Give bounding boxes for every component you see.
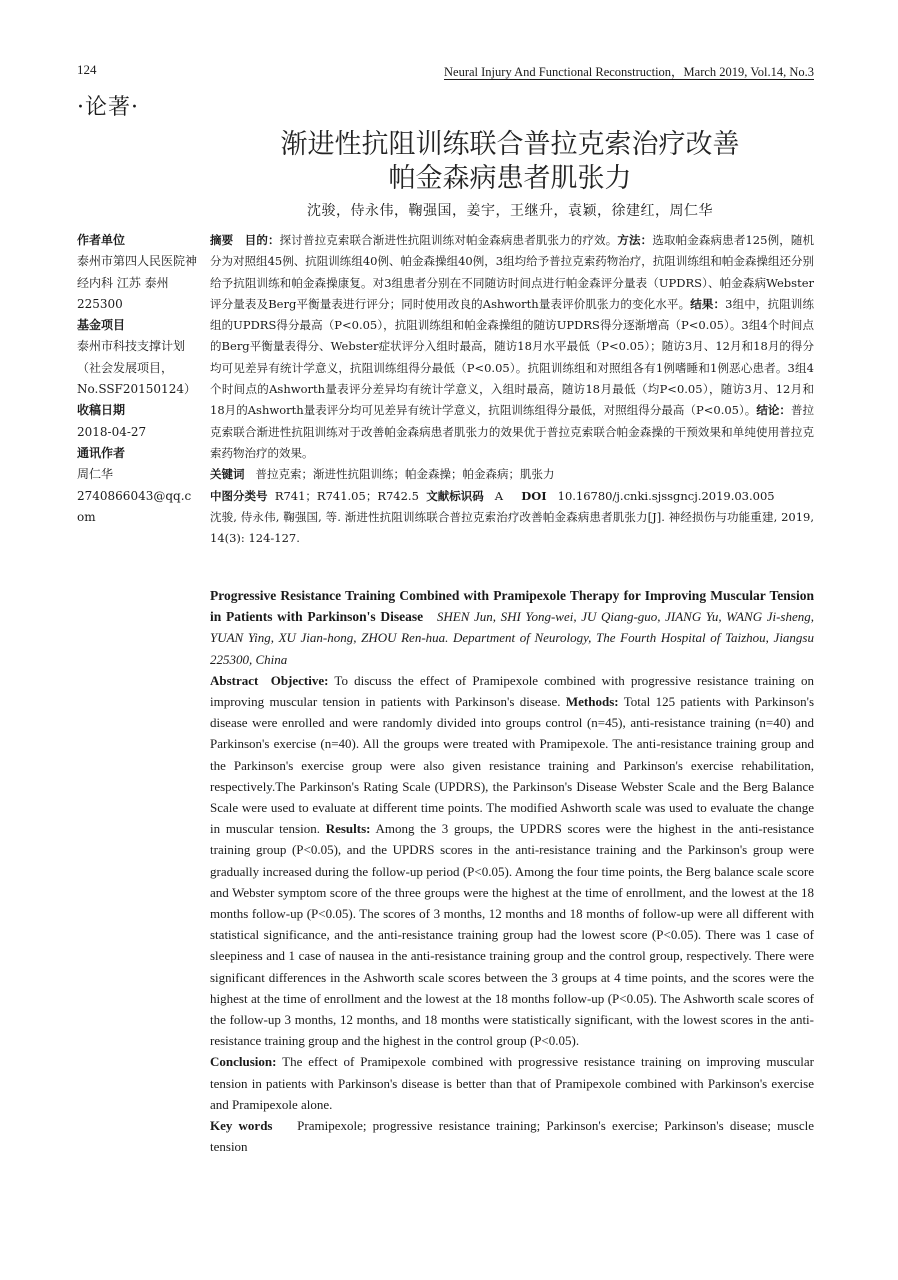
results-cn-label: 结果： — [690, 296, 726, 311]
methods-cn-text: 选取帕金森病患者125例，随机分为对照组45例、抗阻训练组40例、帕金森操组40例，3组均给予普拉克索药物治疗，抗阻训练组和帕金森操组还分别给予抗阻训练和帕金森操康复。对3组患者分别在不同随访时间点进行帕金森评分量表（UPDRS）、帕金森病Webster评分量表及Berg平衡量表进行评分；同时使用改良的Ashworth量表评价肌张力的变化水平。 — [210, 233, 815, 311]
abstract-cn-paragraph — [210, 230, 814, 464]
methods-en-text: Total 125 patients with Parkinson's disease were enrolled and were randomly divided into groups control (n=45), anti-resistance training (n=40) and Parkinson's exercise (n=40). All the groups were treated with Pramipexole. The anti-resistance training group and the Parkinson's exercise group were also given resistance training and Parkinson's exercise rehabilitation, respectively.The Parkinson's Rating Scale (UPDRS), the Parkinson's Disease Webster Scale and the Berg Balance Scale were used to evaluate at different time points. The modified Ashworth scale was used to evaluate the change in muscular tension. — [210, 694, 815, 837]
results-en-text: Among the 3 groups, the UPDRS scores were the highest in the anti-resistance training group (P<0.05), and the UPDRS scores in the anti-resistance training and the Parkinson's group were gradually increased during the follow-up period (P<0.05). Among the four time points, the Berg balance scale score and Webster symptom score of the three groups were the highest at the time of enrollment, and the lowest at the 18 months follow-up (P<0.05). The scores of 3 months, 12 months and 18 months of follow-up were all different with statistical significance, and the anti-resistance training group had the lowest score (P<0.05). There was 1 case of sleepiness and 1 case of nausea in the anti-resistance training group and the control group, respectively. There were significant differences in the Ashworth scale scores between the 3 groups at 4 time points, and the scores were the highest at the time of enrollment and the lowest at the 18 months follow-up (P<0.05). The Ashworth scale scores of the follow-up 3 months, 12 months, and 18 months were statistically significant, with the lowest scores in the anti-resistance training group and the highest in the control group (P<0.05). — [210, 821, 815, 1049]
english-title-paragraph — [210, 585, 814, 670]
doi-label: DOI — [521, 488, 547, 503]
results-en-label: Results: — [325, 821, 371, 837]
keywords-cn-text: 普拉克索；渐进性抗阻训练；帕金森操；帕金森病；肌张力 — [255, 467, 555, 482]
english-conclusion-paragraph — [210, 1051, 814, 1115]
keywords-en-label: Key words — [210, 1118, 273, 1134]
conclusion-en-text: The effect of Pramipexole combined with progressive resistance training on improving muscular tension in patients with Parkinson's disease is better than that of Pramipexole combined with Parkinson's exercise and Pramipexole alone. — [210, 1054, 814, 1112]
english-authors: SHEN Jun, SHI Yong-wei, JU Qiang-guo, JIANG Yu, WANG Ji-sheng, YUAN Ying, XU Jian-hong, ZHOU Ren-hua. Department of Neurology, The Fourth Hospital of Taizhou, Jiangsu 225300, China — [210, 609, 814, 667]
english-abstract — [210, 585, 814, 1157]
english-keywords-paragraph — [210, 1115, 814, 1157]
citation-line: 沈骏, 侍永伟, 鞠强国, 等. 渐进性抗阻训练联合普拉克索治疗改善帕金森病患者肌张力[J]. 神经损伤与功能重建, 2019, 14(3): 124-127. — [210, 509, 814, 546]
corresponding-author-email[interactable]: 2740866043@qq.com — [77, 488, 192, 524]
clc-label: 中图分类号 — [210, 488, 268, 503]
keywords-cn-line — [210, 464, 814, 485]
objective-en-label: Objective: — [270, 672, 329, 688]
conclusion-en-label: Conclusion: — [210, 1054, 277, 1070]
doc-code-text: A — [494, 488, 503, 503]
objective-cn-label: 目的： — [244, 233, 280, 247]
affiliation-text: 泰州市第四人民医院神经内科 江苏 泰州 225300 — [77, 254, 198, 311]
fund-label: 基金项目 — [77, 318, 126, 333]
article-info-sidebar — [77, 230, 197, 528]
corresponding-author-label: 通讯作者 — [77, 445, 126, 460]
authors-chinese: 沈骏，侍永伟，鞠强国，姜宇，王继升，袁颖，徐建红，周仁华 — [307, 203, 713, 219]
conclusion-cn-label: 结论： — [756, 403, 791, 418]
title-line-2: 帕金森病患者肌张力 — [388, 163, 632, 194]
conclusion-cn-text: 普拉克索联合渐进性抗阻训练对于改善帕金森病患者肌张力的效果优于普拉克索联合帕金森操的干预效果和单纯使用普拉克索药物治疗的效果。 — [210, 403, 815, 460]
article-title — [200, 128, 820, 196]
clc-text: R741；R741.05；R742.5 — [274, 488, 419, 503]
keywords-en-text: Pramipexole; progressive resistance training; Parkinson's exercise; Parkinson's disease; muscle tension — [210, 1118, 815, 1155]
abstract-cn-label: 摘要 — [210, 233, 234, 247]
chinese-abstract — [210, 230, 814, 549]
classification-line — [210, 486, 814, 507]
journal-running-head: Neural Injury And Functional Reconstruction，March 2019, Vol.14, No.3 — [444, 65, 814, 79]
section-label: ·论著· — [77, 95, 139, 120]
affiliation-label: 作者单位 — [77, 233, 126, 247]
abstract-en-label: Abstract — [210, 672, 259, 688]
english-title: Progressive Resistance Training Combined with Pramipexole Therapy for Improving Muscular Tension in Patients with Parkinson's Disease — [210, 588, 814, 625]
doi-text[interactable]: 10.16780/j.cnki.sjssgncj.2019.03.005 — [557, 488, 775, 503]
title-line-1: 渐进性抗阻训练联合普拉克索治疗改善 — [280, 129, 740, 160]
english-abstract-paragraph — [210, 670, 814, 1052]
methods-cn-label: 方法： — [617, 233, 653, 247]
objective-en-text: To discuss the effect of Pramipexole combined with progressive resistance training on improving muscular tension in patients with Parkinson's disease. — [210, 672, 815, 710]
received-date-label: 收稿日期 — [77, 403, 126, 418]
keywords-cn-label: 关键词 — [210, 467, 245, 482]
doc-code-label: 文献标识码 — [426, 488, 484, 503]
results-cn-text: 3组中，抗阻训练组的UPDRS得分最高（P<0.05），抗阻训练组和帕金森操组的随访UPDRS得分逐渐增高（P<0.05）。3组4个时间点的Berg平衡量表得分、Webster症状评分入组时最高，随访18月水平最低（P<0.05）；随访3月、12月和18月的得分均可见差异有统计学意义，抗阻训练组得分最低（P<0.05）。抗阻训练组和对照组各有1例嗜睡和1例恶心患者。3组4个时间点的Ashworth量表评分差异均有统计学意义，入组时最高，随访18月最低（均P<0.05），随访3月、12月和18月的Ashworth量表评分均可见差异有统计学意义，抗阻训练组得分最低，对照组得分最高（P<0.05）。 — [210, 296, 814, 418]
corresponding-author-name: 周仁华 — [77, 467, 114, 482]
methods-en-label: Methods: — [565, 694, 619, 710]
objective-cn-text: 探讨普拉克索联合渐进性抗阻训练对帕金森病患者肌张力的疗效。 — [279, 233, 618, 247]
received-date: 2018-04-27 — [77, 424, 147, 439]
fund-text: 泰州市科技支撑计划（社会发展项目，No.SSF20150124） — [77, 339, 196, 397]
page-number: 124 — [77, 62, 97, 77]
